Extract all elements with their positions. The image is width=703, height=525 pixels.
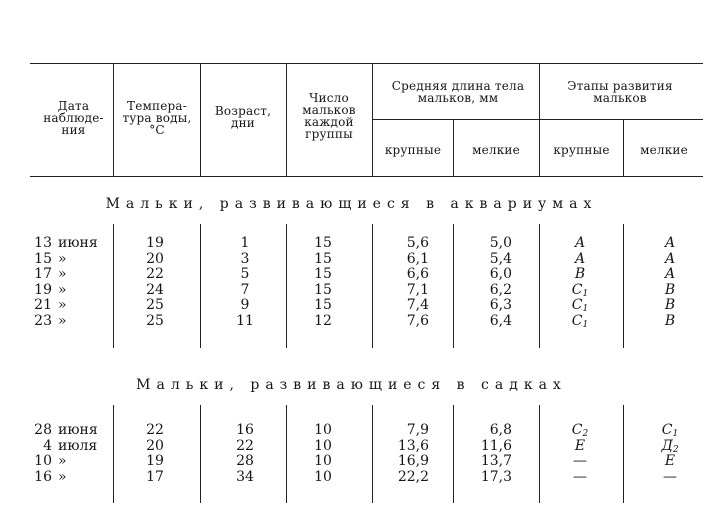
cell-len-small: 13,7 — [480, 453, 512, 470]
cell-count: 15 — [314, 235, 332, 251]
cell-count: 15 — [314, 266, 332, 283]
cell-age: 5 — [240, 266, 250, 283]
cell-day: 10 — [34, 453, 52, 470]
header-date: Дата наблюде-ния — [43, 99, 104, 137]
cell-stage-small: E — [664, 453, 676, 470]
cell-temp: 20 — [146, 250, 164, 267]
cell-stage-small: B — [664, 281, 676, 298]
cell-stage-large: B — [574, 266, 586, 283]
body-divider — [623, 224, 624, 348]
header-stage-small: мелкие — [640, 143, 688, 157]
body-divider — [539, 405, 540, 503]
cell-temp: 17 — [146, 468, 164, 485]
cell-count: 15 — [314, 297, 332, 314]
cell-stage-large: E — [574, 437, 586, 454]
cell-day: 21 — [34, 297, 52, 314]
cell-age: 34 — [236, 468, 254, 485]
header-divider — [623, 119, 624, 176]
cell-day: 4 — [43, 437, 52, 454]
cell-count: 15 — [314, 250, 332, 267]
body-divider — [372, 405, 373, 503]
cell-len-small: 6,2 — [489, 281, 512, 298]
header-length-group: Средняя длина тела мальков, мм — [391, 79, 525, 105]
body-divider — [539, 224, 540, 348]
header-divider — [113, 63, 114, 176]
cell-len-small: 6,8 — [489, 422, 512, 438]
table-top-rule — [30, 63, 703, 64]
cell-stage-small: A — [664, 250, 676, 267]
cell-month: » — [58, 281, 67, 298]
cell-age: 3 — [240, 250, 250, 267]
cell-stage-small: $Д_2$ — [661, 437, 679, 455]
cell-month: » — [58, 266, 67, 283]
cell-temp: 22 — [146, 266, 164, 283]
body-divider — [286, 224, 287, 348]
cell-count: 10 — [314, 422, 332, 438]
cell-age: 7 — [240, 281, 250, 298]
body-divider — [113, 224, 114, 348]
cell-len-large: 7,6 — [406, 313, 429, 329]
cell-stage-small: A — [664, 235, 676, 251]
cell-temp: 19 — [146, 235, 164, 251]
cell-age: 1 — [240, 235, 250, 251]
cell-day: 16 — [34, 468, 52, 485]
cell-len-small: 5,4 — [489, 250, 512, 267]
header-stage-large: крупные — [553, 143, 610, 157]
header-divider — [286, 63, 287, 176]
cell-stage-large: A — [574, 235, 586, 251]
cell-month: июня — [58, 235, 98, 251]
cell-count: 12 — [314, 313, 332, 329]
cell-len-large: 7,4 — [406, 297, 429, 314]
header-age: Возраст, дни — [214, 104, 272, 130]
header-divider — [539, 63, 540, 176]
cell-stage-small: A — [664, 266, 676, 283]
cell-stage-small: — — [663, 468, 677, 485]
cell-stage-small: $C_1$ — [661, 422, 679, 439]
cell-temp: 25 — [146, 313, 164, 329]
cell-month: » — [58, 453, 67, 470]
cell-age: 16 — [236, 422, 254, 438]
cell-count: 15 — [314, 281, 332, 298]
body-divider — [453, 405, 454, 503]
body-divider — [113, 405, 114, 503]
cell-age: 22 — [236, 437, 254, 454]
cell-stage-large: $C_1$ — [571, 281, 589, 299]
cell-stage-large: $C_1$ — [571, 313, 589, 330]
cell-stage-large: — — [573, 453, 587, 470]
stage-subscript: 2 — [582, 429, 589, 439]
cell-len-large: 6,6 — [406, 266, 429, 283]
header-temperature: Темпера-тура воды, °С — [122, 99, 192, 137]
cell-len-small: 5,0 — [489, 235, 512, 251]
cell-temp: 24 — [146, 281, 164, 298]
body-divider — [200, 224, 201, 348]
cell-age: 11 — [236, 313, 254, 329]
stage-subscript: 1 — [582, 288, 589, 299]
section-title-aquarium: Мальки, развивающиеся в аквариумах — [105, 196, 598, 212]
body-divider — [286, 405, 287, 503]
stage-subscript: 1 — [672, 429, 679, 439]
cell-day: 28 — [34, 422, 52, 438]
cell-len-large: 7,9 — [406, 422, 429, 438]
cell-stage-large: — — [573, 468, 587, 485]
cell-month: июня — [58, 422, 98, 438]
cell-day: 17 — [34, 266, 52, 283]
header-divider — [200, 63, 201, 176]
body-divider — [623, 405, 624, 503]
cell-stage-large: A — [574, 250, 586, 267]
cell-stage-small: B — [664, 297, 676, 314]
cell-len-large: 22,2 — [397, 468, 429, 485]
cell-temp: 22 — [146, 422, 164, 438]
cell-day: 13 — [34, 235, 52, 251]
cell-age: 28 — [236, 453, 254, 470]
cell-count: 10 — [314, 437, 332, 454]
header-divider — [453, 119, 454, 176]
cell-len-small: 6,0 — [489, 266, 512, 283]
stage-subscript: 1 — [582, 304, 589, 315]
header-bottom-rule — [30, 176, 703, 177]
cell-day: 15 — [34, 250, 52, 267]
cell-day: 23 — [34, 313, 52, 329]
cell-stage-large: $C_2$ — [571, 422, 589, 439]
body-divider — [200, 405, 201, 503]
header-length-small: мелкие — [472, 143, 520, 157]
header-divider — [372, 63, 373, 176]
cell-len-small: 17,3 — [480, 468, 512, 485]
cell-len-small: 6,3 — [489, 297, 512, 314]
cell-len-small: 6,4 — [489, 313, 512, 329]
cell-len-small: 11,6 — [480, 437, 512, 454]
cell-temp: 20 — [146, 437, 164, 454]
subheader-rule — [372, 119, 703, 120]
cell-len-large: 6,1 — [406, 250, 429, 267]
body-divider — [453, 224, 454, 348]
cell-month: » — [58, 468, 67, 485]
cell-len-large: 16,9 — [397, 453, 429, 470]
cell-len-large: 7,1 — [406, 281, 429, 298]
stage-subscript: 2 — [672, 444, 679, 455]
header-length-large: крупные — [384, 143, 442, 157]
cell-temp: 25 — [146, 297, 164, 314]
cell-month: » — [58, 250, 67, 267]
cell-len-large: 5,6 — [406, 235, 429, 251]
stage-subscript: 1 — [582, 320, 589, 330]
cell-day: 19 — [34, 281, 52, 298]
cell-month: » — [58, 313, 67, 329]
cell-month: июля — [58, 437, 98, 454]
cell-len-large: 13,6 — [397, 437, 429, 454]
cell-month: » — [58, 297, 67, 314]
cell-stage-small: B — [664, 313, 676, 329]
cell-temp: 19 — [146, 453, 164, 470]
cell-age: 9 — [240, 297, 250, 314]
cell-count: 10 — [314, 453, 332, 470]
header-count: Число мальков каждой группы — [302, 91, 356, 141]
header-stage-group: Этапы развития мальков — [567, 79, 673, 105]
body-divider — [372, 224, 373, 348]
section-title-cages: Мальки, развивающиеся в садках — [136, 377, 567, 393]
cell-count: 10 — [314, 468, 332, 485]
cell-stage-large: $C_1$ — [571, 297, 589, 315]
